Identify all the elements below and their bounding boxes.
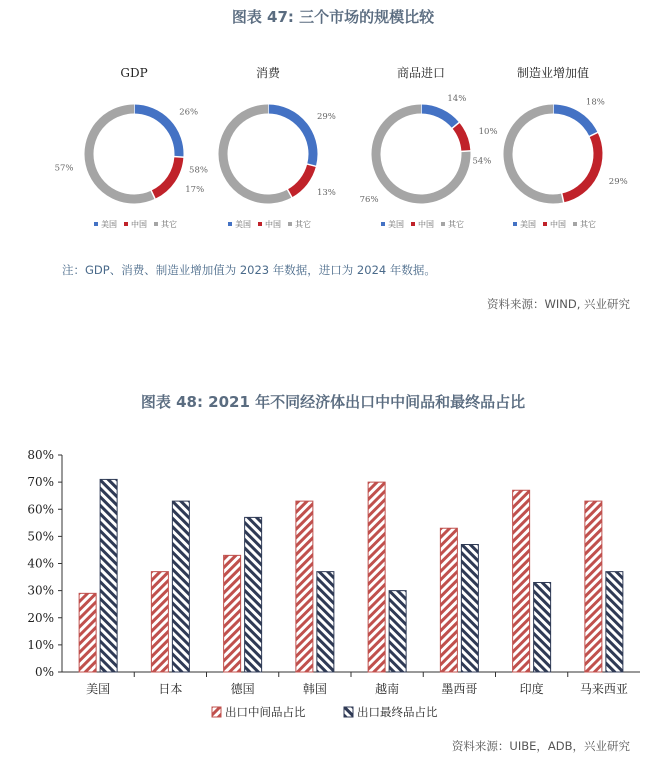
donut-slice xyxy=(456,125,466,151)
legend-swatch xyxy=(228,222,232,226)
bar-final xyxy=(317,572,334,672)
figure-48-source: 资料来源：UIBE，ADB，兴业研究 xyxy=(451,739,630,753)
bar-intermediate xyxy=(440,528,457,672)
legend-label: 中国 xyxy=(550,220,566,229)
donut-title: 消费 xyxy=(255,66,281,80)
bar-final xyxy=(606,572,623,672)
y-tick-label: 0% xyxy=(34,665,54,679)
donut-chart-2 xyxy=(189,65,336,229)
y-tick-label: 20% xyxy=(27,610,54,625)
donut-slice xyxy=(268,109,313,165)
legend-swatch xyxy=(411,222,415,226)
slice-value-label: 14% xyxy=(447,93,467,104)
slice-value-label: 29% xyxy=(608,177,628,188)
figure-47-source: 资料来源：WIND, 兴业研究 xyxy=(486,297,630,311)
donut-title: 商品进口 xyxy=(396,66,446,80)
slice-value-label: 18% xyxy=(585,97,605,108)
donut-slice xyxy=(563,134,598,198)
donut-chart-1 xyxy=(55,66,205,229)
legend-label: 中国 xyxy=(418,220,434,229)
legend-label: 出口中间品占比 xyxy=(225,705,306,719)
donut-slice xyxy=(89,109,153,199)
bar-final xyxy=(389,591,406,672)
donut-slice xyxy=(290,165,312,193)
donut-chart-4 xyxy=(472,65,627,229)
y-tick-label: 10% xyxy=(27,637,54,652)
legend-label: 出口最终品占比 xyxy=(357,705,438,719)
bar-final xyxy=(172,501,189,672)
slice-value-label: 76% xyxy=(359,195,379,206)
legend-swatch xyxy=(94,222,98,226)
legend-swatch xyxy=(344,707,353,717)
x-tick-label: 墨西哥 xyxy=(441,682,478,696)
donut-slice xyxy=(508,109,563,199)
legend-label: 中国 xyxy=(131,220,147,229)
donut-title: 制造业增加值 xyxy=(516,66,590,80)
figure-48-title: 图表 48: 2021 年不同经济体出口中中间品和最终品占比 xyxy=(140,393,526,411)
legend-swatch xyxy=(441,222,445,226)
legend-swatch xyxy=(288,222,292,226)
legend-swatch xyxy=(573,222,577,226)
slice-value-label: 17% xyxy=(185,184,205,195)
bar-intermediate xyxy=(585,501,602,672)
bar-final xyxy=(461,545,478,672)
donut-slice xyxy=(134,109,179,157)
figure-47-title: 图表 47: 三个市场的规模比较 xyxy=(231,8,435,26)
bar-intermediate xyxy=(368,482,385,672)
legend-swatch xyxy=(258,222,262,226)
x-tick-label: 日本 xyxy=(158,682,183,696)
donut-chart-3 xyxy=(360,65,498,229)
x-tick-label: 马来西亚 xyxy=(579,682,628,696)
legend-swatch xyxy=(381,222,385,226)
x-tick-label: 美国 xyxy=(86,682,111,696)
y-tick-label: 30% xyxy=(27,583,54,598)
slice-value-label: 13% xyxy=(316,188,336,199)
slice-value-label: 54% xyxy=(472,156,492,167)
donut-slice xyxy=(223,109,290,199)
bar-intermediate xyxy=(296,501,313,672)
legend-label: 中国 xyxy=(265,220,281,229)
x-tick-label: 越南 xyxy=(375,682,400,696)
y-tick-label: 60% xyxy=(27,502,54,517)
y-tick-label: 80% xyxy=(27,448,54,462)
legend-label: 美国 xyxy=(235,220,251,229)
legend-label: 其它 xyxy=(580,220,596,229)
donut-slice xyxy=(153,157,179,195)
slice-separator xyxy=(460,151,472,152)
bar-final xyxy=(245,517,262,672)
legend-label: 美国 xyxy=(520,220,536,229)
legend-label: 其它 xyxy=(448,220,464,229)
legend-swatch xyxy=(124,222,128,226)
legend-label: 其它 xyxy=(295,220,311,229)
slice-value-label: 29% xyxy=(316,111,336,122)
bar-intermediate xyxy=(513,490,530,672)
donut-title: GDP xyxy=(120,66,148,80)
donut-slice xyxy=(421,109,456,125)
y-tick-label: 50% xyxy=(27,529,54,544)
bar-intermediate xyxy=(224,555,241,672)
slice-value-label: 10% xyxy=(478,127,498,138)
legend-swatch xyxy=(212,707,221,717)
slice-value-label: 26% xyxy=(179,107,199,118)
slice-value-label: 58% xyxy=(189,165,208,176)
legend-label: 美国 xyxy=(101,220,117,229)
legend-label: 美国 xyxy=(388,220,404,229)
bar-final xyxy=(534,582,551,672)
x-tick-label: 印度 xyxy=(519,682,544,696)
x-tick-label: 德国 xyxy=(230,682,255,696)
x-tick-label: 韩国 xyxy=(302,682,327,696)
bar-intermediate xyxy=(79,593,96,672)
donut-charts xyxy=(55,65,628,229)
y-tick-label: 70% xyxy=(27,475,54,490)
figure-47-note: 注：GDP、消费、制造业增加值为 2023 年数据，进口为 2024 年数据。 xyxy=(62,263,436,277)
donut-slice xyxy=(553,109,594,134)
legend-label: 其它 xyxy=(161,220,177,229)
bar-final xyxy=(100,479,117,672)
slice-value-label: 57% xyxy=(54,163,74,174)
slice-separator xyxy=(173,156,185,157)
bar-chart xyxy=(27,448,640,719)
legend-swatch xyxy=(543,222,547,226)
legend-swatch xyxy=(513,222,517,226)
bar-intermediate xyxy=(151,572,168,672)
y-tick-label: 40% xyxy=(27,556,54,571)
legend-swatch xyxy=(154,222,158,226)
